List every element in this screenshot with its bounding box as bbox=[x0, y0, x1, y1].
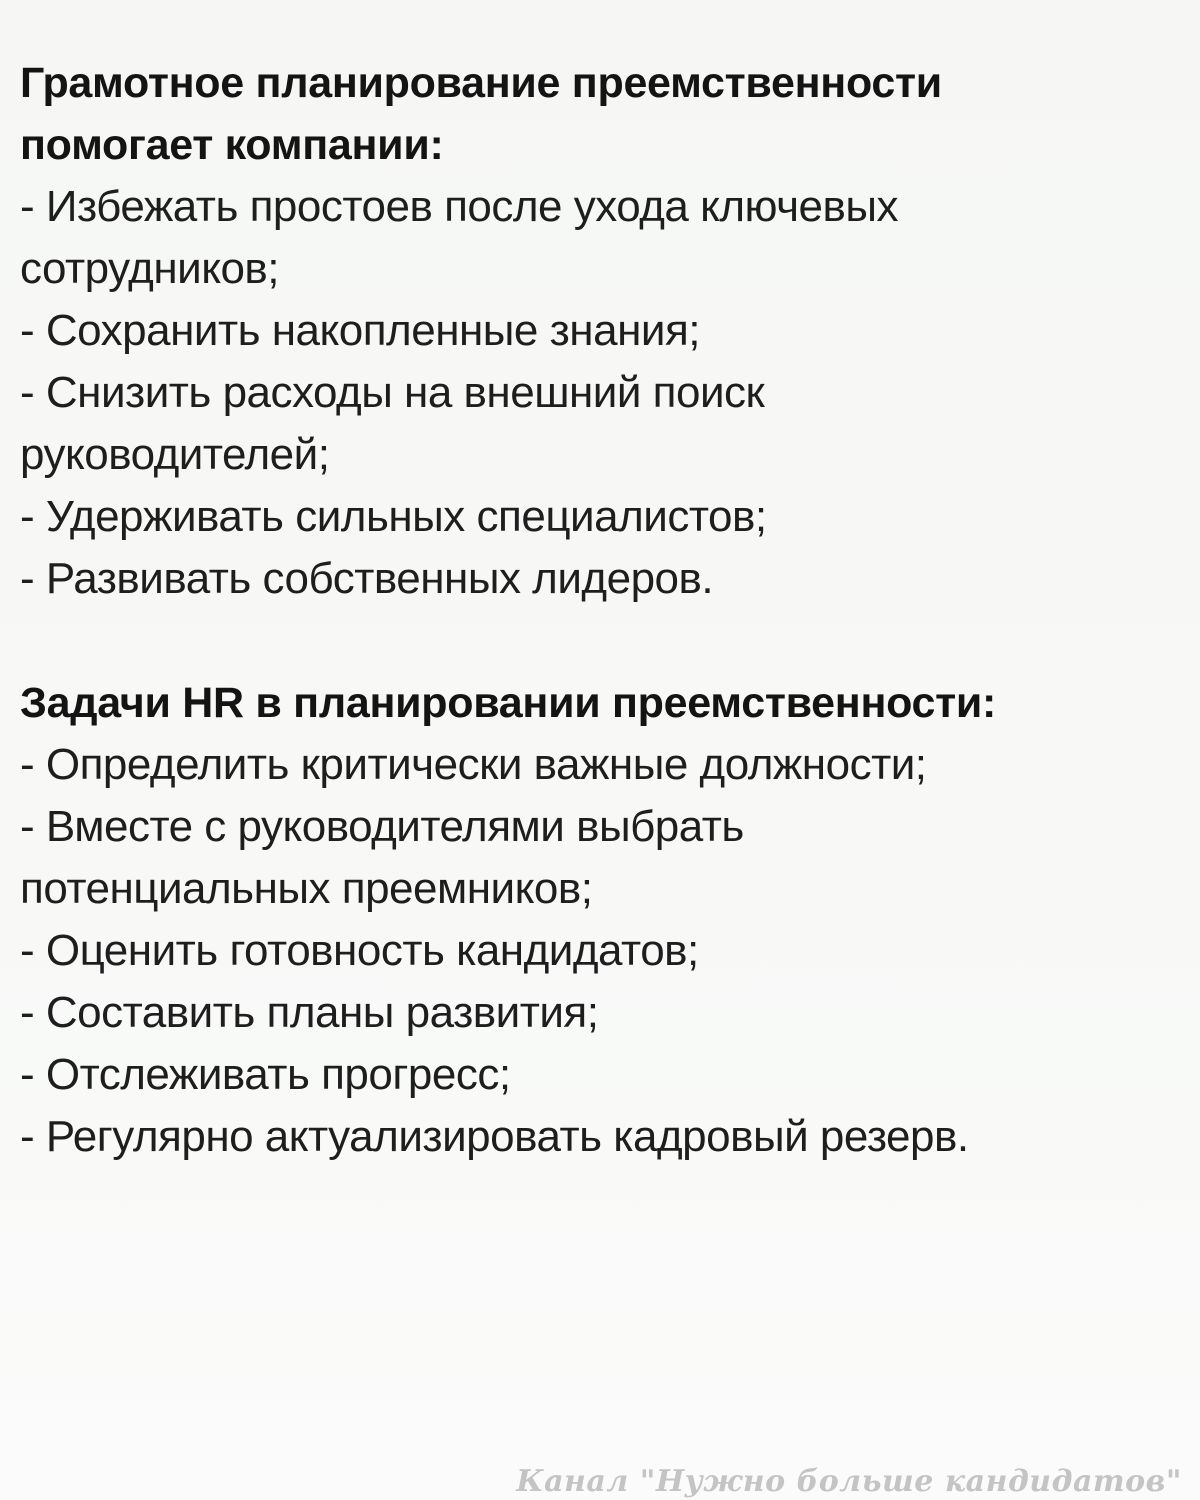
list-item: - Регулярно актуализировать кадровый резерв. bbox=[20, 1112, 969, 1161]
list-item: потенциальных преемников; bbox=[20, 864, 593, 913]
list-item: - Сохранить накопленные знания; bbox=[20, 306, 700, 355]
list-item: - Снизить расходы на внешний поиск bbox=[20, 368, 765, 417]
section-heading: помогает компании: bbox=[20, 121, 444, 169]
channel-watermark: Канал "Нужно больше кандидатов" bbox=[516, 1464, 1182, 1499]
list-item: - Составить планы развития; bbox=[20, 988, 599, 1037]
section-spacer bbox=[20, 610, 1180, 672]
list-item: - Вместе с руководителями выбрать bbox=[20, 802, 744, 851]
document-content bbox=[20, 52, 1180, 1168]
list-item: - Отслеживать прогресс; bbox=[20, 1050, 511, 1099]
list-item: руководителей; bbox=[20, 430, 330, 479]
list-item: - Определить критически важные должности; bbox=[20, 740, 927, 789]
list-item: - Развивать собственных лидеров. bbox=[20, 554, 714, 603]
list-item: сотрудников; bbox=[20, 244, 280, 293]
section-hr-tasks bbox=[20, 672, 1180, 1168]
list-item: - Избежать простоев после ухода ключевых bbox=[20, 182, 898, 231]
list-item: - Удерживать сильных специалистов; bbox=[20, 492, 767, 541]
list-item: - Оценить готовность кандидатов; bbox=[20, 926, 699, 975]
section-benefits bbox=[20, 52, 1180, 610]
section-heading: Грамотное планирование преемственности bbox=[20, 59, 942, 107]
section-heading: Задачи HR в планировании преемственности: bbox=[20, 679, 997, 727]
